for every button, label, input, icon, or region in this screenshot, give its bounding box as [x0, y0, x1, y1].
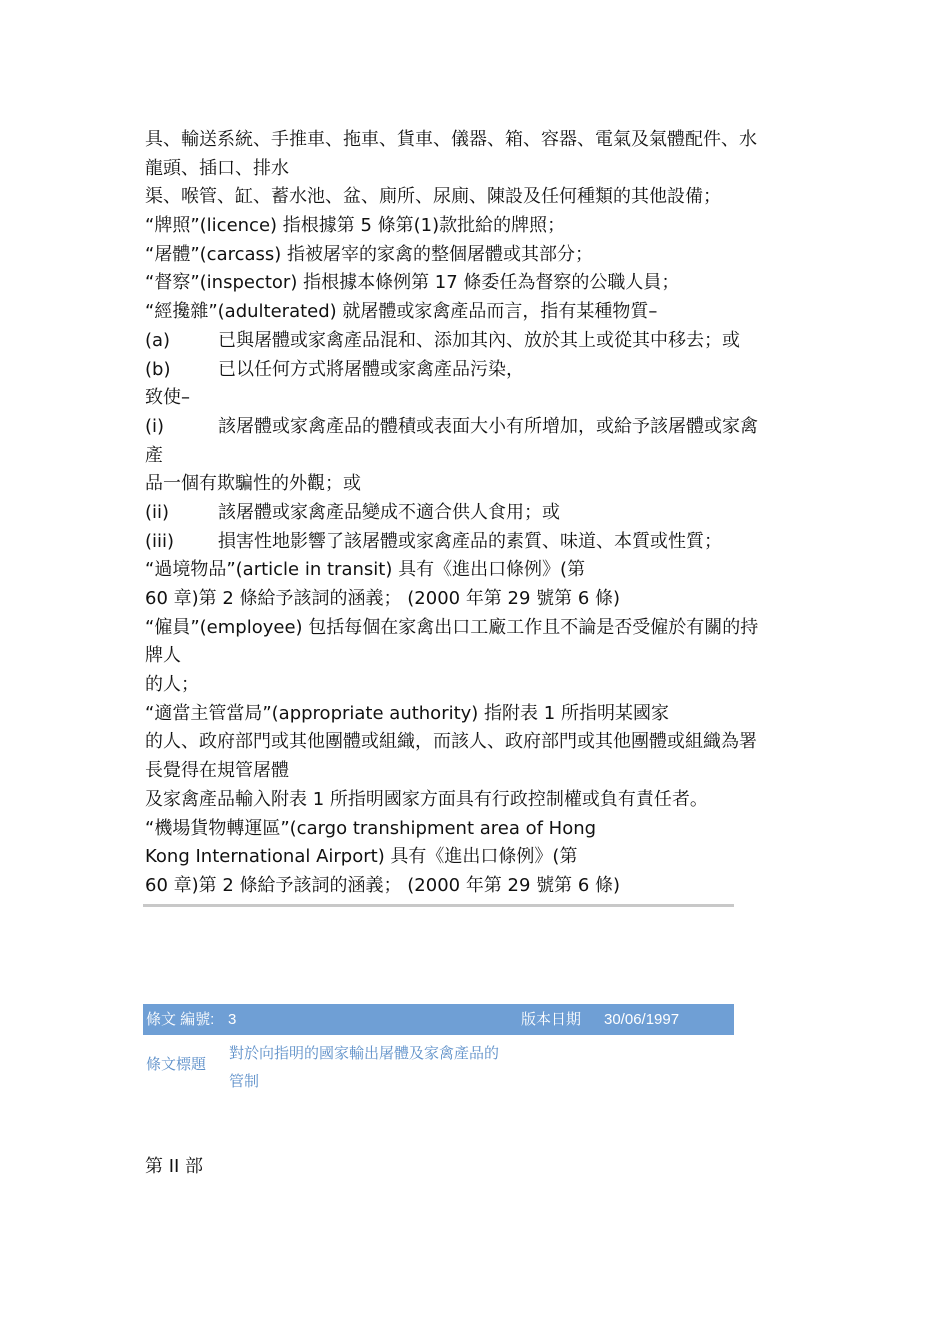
section-number: 3 [228, 1011, 237, 1028]
body-line: 龍頭、插口、排水 [145, 157, 289, 179]
ordinance-text [145, 126, 805, 901]
section-meta-bar [143, 1004, 734, 1035]
section-title-label: 條文標題 [146, 1056, 207, 1073]
clause-iii [145, 528, 805, 557]
body-line: 牌人 [145, 645, 181, 667]
clause-text: 該屠體或家禽產品變成不適合供人食用；或 [218, 501, 560, 523]
clause-mark: (b) [145, 358, 171, 380]
definition-cargo-transhipment-area: “機場貨物轉運區”(cargo transhipment area of Hong [145, 817, 597, 839]
section-title-line: 對於向指明的國家輸出屠體及家禽產品的 [229, 1045, 500, 1062]
body-line: 品一個有欺騙性的外觀；或 [145, 473, 361, 495]
definition-article-in-transit: “過境物品”(article in transit) 具有《進出口條例》(第 [145, 559, 586, 581]
clause-text: 該屠體或家禽產品的體積或表面大小有所增加，或給予該屠體或家禽 [218, 415, 758, 437]
body-line: 的人； [145, 674, 199, 696]
body-line: 60 章)第 2 條給予該詞的涵義； (2000 年第 29 號第 6 條) [145, 588, 621, 609]
body-line: 渠、喉管、缸、蓄水池、盆、廁所、尿廁、陳設及任何種類的其他設備； [145, 186, 721, 208]
body-line: 具、輸送系統、手推車、拖車、貨車、儀器、箱、容器、電氣及氣體配件、水 [145, 129, 757, 150]
definition-appropriate-authority: “適當主管當局”(appropriate authority) 指附表 1 所指明某國家 [145, 702, 669, 724]
body-line: 產 [145, 444, 163, 466]
body-line: 致使– [145, 387, 190, 409]
section-number-label: 條文 編號: [146, 1011, 215, 1028]
section-title-line: 管制 [229, 1073, 260, 1090]
body-line: 的人、政府部門或其他團體或組織，而該人、政府部門或其他團體或組織為署 [145, 731, 757, 753]
clause-text: 已以任何方式將屠體或家禽產品污染， [218, 358, 524, 380]
clause-text: 損害性地影響了該屠體或家禽產品的素質、味道、本質或性質； [218, 530, 722, 552]
clause-b [145, 356, 805, 385]
section-divider [143, 904, 734, 907]
version-date: 30/06/1997 [604, 1011, 680, 1028]
body-line: 及家禽產品輸入附表 1 所指明國家方面具有行政控制權或負有責任者。 [145, 788, 708, 810]
body-line: 60 章)第 2 條給予該詞的涵義； (2000 年第 29 號第 6 條) [145, 874, 621, 896]
clause-mark: (i) [145, 415, 165, 437]
clause-mark: (iii) [145, 530, 175, 552]
clause-text: 已與屠體或家禽產品混和、添加其內、放於其上或從其中移去；或 [218, 329, 740, 351]
clause-ii [145, 499, 805, 528]
definition-carcass: “屠體”(carcass) 指被屠宰的家禽的整個屠體或其部分； [145, 243, 594, 265]
body-line: Kong International Airport) 具有《進出口條例》(第 [145, 846, 578, 868]
definition-employee: “僱員”(employee) 包括每個在家禽出口工廠工作且不論是否受僱於有關的持 [145, 616, 759, 638]
definition-adulterated: “經攙雜”(adulterated) 就屠體或家禽產品而言，指有某種物質– [145, 301, 658, 323]
clause-mark: (ii) [145, 501, 170, 523]
body-line: 長覺得在規管屠體 [145, 760, 289, 782]
clause-mark: (a) [145, 329, 171, 351]
clause-i [145, 413, 805, 442]
definition-licence: “牌照”(licence) 指根據第 5 條第(1)款批給的牌照； [145, 215, 566, 237]
section-title [229, 1040, 549, 1096]
clause-a [145, 327, 805, 356]
version-date-label: 版本日期 [521, 1011, 582, 1028]
definition-inspector: “督察”(inspector) 指根據本條例第 17 條委任為督察的公職人員； [145, 272, 680, 294]
part-heading: 第 II 部 [145, 1156, 204, 1177]
